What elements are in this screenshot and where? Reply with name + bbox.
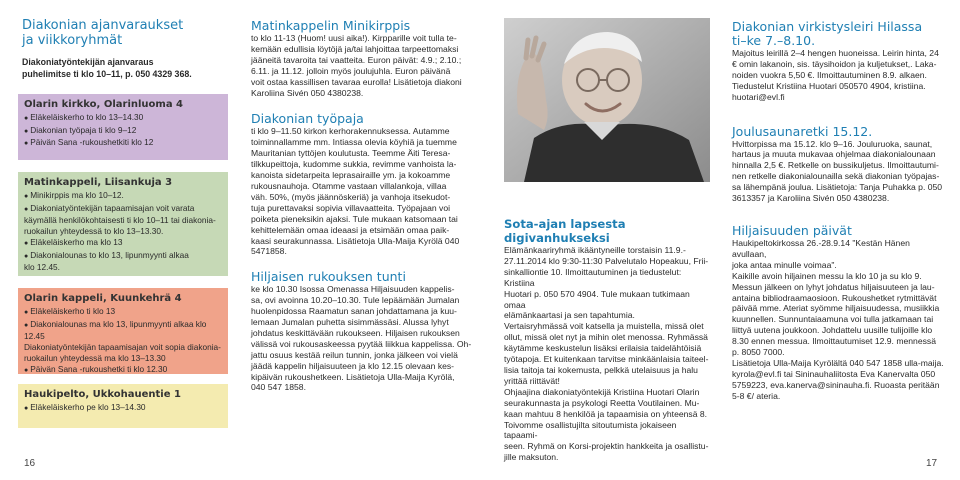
text-line: 5471858.: [251, 246, 287, 257]
text-line: jille maksuton.: [504, 452, 559, 463]
text-line: kaasi seurakunnassa. Lisätietoja Ulla-Maija Kyrölä 040: [251, 235, 460, 246]
text-line: jattu osuus kestää reilun tunnin, jonka jälkeen voi vielä: [251, 349, 458, 360]
text-line: € omin lakanoin, sis. täysihoidon ja kuljetukset,. Laka-: [732, 58, 937, 69]
booking-info-line: puhelimitse ti klo 10–11, p. 050 4329 368.: [22, 69, 192, 79]
elderly-man-photo: [504, 18, 710, 182]
text-line: Elämänkaariryhmä ikääntyneille torstaisin 11.9.-: [504, 245, 686, 255]
prayer-text: [251, 284, 485, 393]
sauna-text: [732, 139, 944, 204]
schedule-title-line: Diakonian ajanvaraukset: [22, 18, 184, 33]
box-line: Diakoniatyöntekijän tapaamisajan voit sopia diakonia-: [24, 342, 221, 353]
text-line: poiketa pieneksikin ajaksi. Tule mukaan katsomaan tai: [251, 213, 458, 224]
box-line: ● Minikirppis ma klo 10–12.: [24, 190, 222, 203]
text-line: työtapoja. Et kuitenkaan tarvitse minkäänlaisia taiteel-: [504, 354, 709, 365]
box-heading: Haukipelto, Ukkohauentie 1: [24, 389, 181, 400]
text-line: lisia taitoja tai kokemusta, pelkkä utelaisuus ja halu: [504, 364, 698, 375]
box-line: ● Päivän Sana -rukoushetkiti klo 12: [24, 137, 222, 150]
text-line: 5-8 €/ ateria.: [732, 390, 781, 401]
column-activities: [251, 18, 485, 393]
text-line: kehittelemään omaa ideaasi ja etsimään omaa paik-: [251, 224, 450, 235]
text-line: toiminnallamme mm. Intiassa olevia köyhiä ja tuemme: [251, 137, 457, 148]
sauna-heading: Joulusaunaretki 15.12.: [732, 123, 873, 139]
box-line: käymällä henkilökohtaisesti ti klo 10–11 tai diakonia-: [24, 215, 216, 226]
text-line: kuunnellen. Sunnuntaiaamuna voi tulla jatkamaan tai: [732, 314, 934, 325]
camp-heading-line: ti–ke 7.–8.10.: [732, 33, 816, 48]
box-line: ● Eläkeläiskerho to klo 13–14.30: [24, 112, 222, 125]
column-schedule: [22, 18, 232, 80]
lifespan-heading: Sota-ajan lapsesta digivanhukseksi: [504, 217, 626, 245]
text-line: Tiedustelut Kristiina Huotari 050570 4904, kristiina.: [732, 80, 926, 91]
text-line: kaan mahtuu 8 henkilöä ja tapaamisia on yhteensä 8.: [504, 408, 708, 419]
text-line: seurakunnasta ja psykologi Reetta Voutilainen. Mu-: [504, 397, 700, 408]
text-line: nen retkelle diakonialounailla sekä diakonian työpajas-: [732, 171, 940, 182]
text-line: 5759223, eva.kanerva@sininauha.fi. Ruoasta peritään: [732, 379, 940, 390]
text-line: väh. 50%, (myös jäännöskeriä) ja vanhoja itsekudot-: [251, 191, 451, 202]
text-line: kipäivän rukoushetkeen. Lisätietoja Ulla-Maija Kyrölä,: [251, 371, 455, 382]
text-line: tilkkupeittoja, kudomme sukkia, revimme vanhoista la-: [251, 159, 457, 170]
camp-text: [732, 48, 944, 103]
box-line: ● Diakonialounas to klo 13, lipunmyynti alkaa: [24, 250, 222, 263]
camp-heading-line: Diakonian virkistysleiri Hilassa: [732, 19, 923, 34]
text-line: Ohjaajina diakoniatyöntekijä Kristiina Huotari Olarin: [504, 386, 700, 397]
workshop-text: [251, 126, 485, 257]
column-events: [732, 20, 944, 402]
photo-illustration: [504, 18, 710, 182]
text-line: ke klo 10.30 Isossa Omenassa Hiljaisuuden kappelis-: [251, 284, 455, 295]
text-line: kanoista sidetarpeita leprasairaille ym. ja kokoamme: [251, 170, 451, 181]
box-line: ● Eläkeläiskerho ma klo 13: [24, 237, 222, 250]
text-line: Vertaisryhmässä voit katsella ja muistella, missä olet: [504, 321, 704, 332]
text-line: seen. Ryhmä on Korsi-projektin hankkeita ja osallistu-: [504, 441, 709, 452]
text-line: 27.11.2014 klo 9:30-11:30 Palvelutalo Hopeakuu, Frii-: [504, 255, 709, 266]
text-line: to klo 11-13 (Huom! uusi aika!). Kirpparille voit tulla te-: [251, 33, 457, 43]
minikirppis-text: [251, 33, 485, 98]
text-line: sa, ovi avoinna 10.20–10.30. Tule lepäämään Jumalan: [251, 295, 460, 306]
text-line: 8.30 ennen messua. Ilmoittautumiset 12.9. mennessä: [732, 336, 936, 347]
box-line: ● Eläkeläiskerho pe klo 13–14.30: [24, 402, 222, 415]
silence-days-text: [732, 238, 944, 402]
booking-info-line: Diakoniatyöntekijän ajanvaraus: [22, 57, 154, 67]
box-olari-chapel: [18, 288, 228, 374]
prayer-heading: Hiljaisen rukouksen tunti: [251, 269, 406, 285]
box-line: ● Diakonialounas ma klo 13, lipunmyynti alkaa klo 12.45: [24, 319, 222, 342]
text-line: yrittää riittävät!: [504, 375, 560, 386]
text-line: Messun jälkeen on lyhyt johdatus hiljaisuuteen ja lau-: [732, 281, 935, 292]
camp-heading: [732, 20, 944, 48]
text-line: Hvittorpissa ma 15.12. klo 9–16. Jouluruoka, saunat,: [732, 138, 933, 149]
text-line: välissä voi rukousaskeessa pyytää liikkua kappelissa. Oh-: [251, 338, 472, 349]
text-line: 040 547 1858.: [251, 382, 306, 393]
box-line: ruokailun yhteydessä ma klo 13–13.30: [24, 352, 166, 363]
text-line: Kaikille avoin hiljainen messu la klo 10 ja su klo 9.: [732, 270, 922, 281]
text-line: ollut, missä olet nyt ja mihin olet menossa. Ryhmässä: [504, 332, 708, 343]
box-line: ● Päivän Sana -rukoushetki ti klo 12.30: [24, 364, 222, 377]
text-line: Toivomme osallistujilta sitoutumista jokaiseen tapaami-: [504, 419, 677, 441]
text-line: liittyä uutena joukkoon. Johdattelu uusille tulijoille klo: [732, 325, 933, 336]
workshop-heading: Diakonian työpaja: [251, 111, 364, 127]
text-line: käytämme keskustelun lisäksi erilaisia taidelähtöisiä: [504, 343, 702, 354]
text-line: Huotari p. 050 570 4904. Tule mukaan tutkimaan omaa: [504, 288, 690, 310]
minikirppis-heading: Matinkappelin Minikirppis: [251, 18, 411, 33]
box-line: ● Eläkeläiskerho ti klo 13: [24, 306, 222, 319]
text-line: elämänkaartasi ja sen tapahtumia.: [504, 310, 635, 321]
text-line: Karoliina Sivén 050 4380238.: [251, 87, 364, 98]
text-line: huotari@evl.fi: [732, 91, 785, 102]
text-line: sinkalliontie 10. Ilmoittautuminen ja tiedustelut: Kristiina: [504, 266, 682, 288]
box-heading: Matinkappeli, Liisankuja 3: [24, 177, 173, 188]
text-line: lemaan Jumalan puhetta sisimmässäsi. Alussa lyhyt: [251, 317, 449, 328]
text-line: antaina bibliodraamaosioon. Rukoushetket rytmittävät: [732, 292, 937, 303]
page-number-left: 16: [24, 458, 36, 469]
text-line: Haukipeltokirkossa 26.-28.9.14 "Kestän Hänen avullaan,: [732, 237, 910, 259]
box-haukipelto: [18, 384, 228, 428]
schedule-title: [22, 18, 232, 48]
box-line: ● Diakonian työpaja ti klo 9–12: [24, 125, 222, 138]
text-line: kyrola@evl.fi tai Sininauhaliitosta Eva Kanervalta 050: [732, 368, 936, 379]
text-line: 6.11. ja 11.12. jolloin myös joulujuhla. Euron päivänä: [251, 65, 451, 76]
text-line: joka antaa minulle voimaa".: [732, 259, 837, 270]
text-line: Mauritanian tyttöjen koulutusta. Teemme Äiti Teresa-: [251, 148, 451, 159]
text-line: johdatus keskittävään rukoukseen. Hiljaisen rukouksen: [251, 327, 460, 338]
lifespan-text: [504, 245, 712, 463]
box-line: klo 12.45.: [24, 262, 60, 273]
booking-info: [22, 56, 232, 80]
text-line: hinnalla 2,5 €. Retkelle on bussikuljetus. Ilmoittautumi-: [732, 160, 939, 171]
text-line: tuja purettavaksi sopivia villavaatteita. Työpajaan voi: [251, 202, 451, 213]
text-line: jäädä kappelin hiljaisuuteen ja klo 12.15 olevaan kes-: [251, 360, 455, 371]
text-line: 3613357 ja Karoliina Sivén 050 4380238.: [732, 193, 890, 204]
text-line: p. 8050 7000.: [732, 347, 785, 358]
text-line: huolenpidossa Raamatun sanan johdattamana ja kuu-: [251, 306, 457, 317]
text-line: rukousnauhoja. Otamme vastaan villalankoja, villaa: [251, 180, 447, 191]
text-line: Lisätietoja Ulla-Maija Kyrölältä 040 547 1858 ulla-maija.: [732, 357, 944, 368]
text-line: ti klo 9–11.50 kirkon kerhorakennuksessa. Autamme: [251, 126, 450, 137]
column-lifespan-group: [504, 217, 712, 463]
box-heading: Olarin kirkko, Olarinluoma 4: [24, 99, 184, 110]
text-line: voit ostaa kassillisen tavaraa eurolla! Lisätietoja diakoni: [251, 76, 462, 87]
text-line: jääneitä tavaroita tai vaatteita. Euron päivät: 4.9.; 2.10.;: [251, 54, 462, 65]
page-number-right: 17: [926, 458, 938, 469]
text-line: sa lähempänä joulua. Lisätietoja: Tanja Puhakka p. 050: [732, 182, 943, 193]
text-line: kemään edullisia löytöjä ja/tai lahjoittaa tarpeettomaksi: [251, 43, 459, 54]
box-olari-church: [18, 94, 228, 160]
text-line: hartaus ja muuta mukavaa ohjelmaa diakonialounaan: [732, 149, 936, 160]
silence-days-heading: Hiljaisuuden päivät: [732, 222, 852, 238]
schedule-title-line: ja viikkoryhmät: [22, 33, 123, 48]
box-matinkappeli: [18, 172, 228, 276]
text-line: päivää mme. Ateriat syömme hiljaisuudessa, musiikkia: [732, 303, 940, 314]
text-line: noiden vuokra 5,50 €. Ilmoittautuminen 8.9. alkaen.: [732, 69, 927, 80]
text-line: Majoitus leirillä 2–4 hengen huoneissa. Leirin hinta, 24: [732, 48, 939, 58]
box-line: ruokailun yhteydessä to klo 13–13.30.: [24, 226, 164, 237]
box-line: ● Diakoniatyöntekijän tapaamisajan voit varata: [24, 203, 222, 216]
box-heading: Olarin kappeli, Kuunkehrä 4: [24, 293, 182, 304]
